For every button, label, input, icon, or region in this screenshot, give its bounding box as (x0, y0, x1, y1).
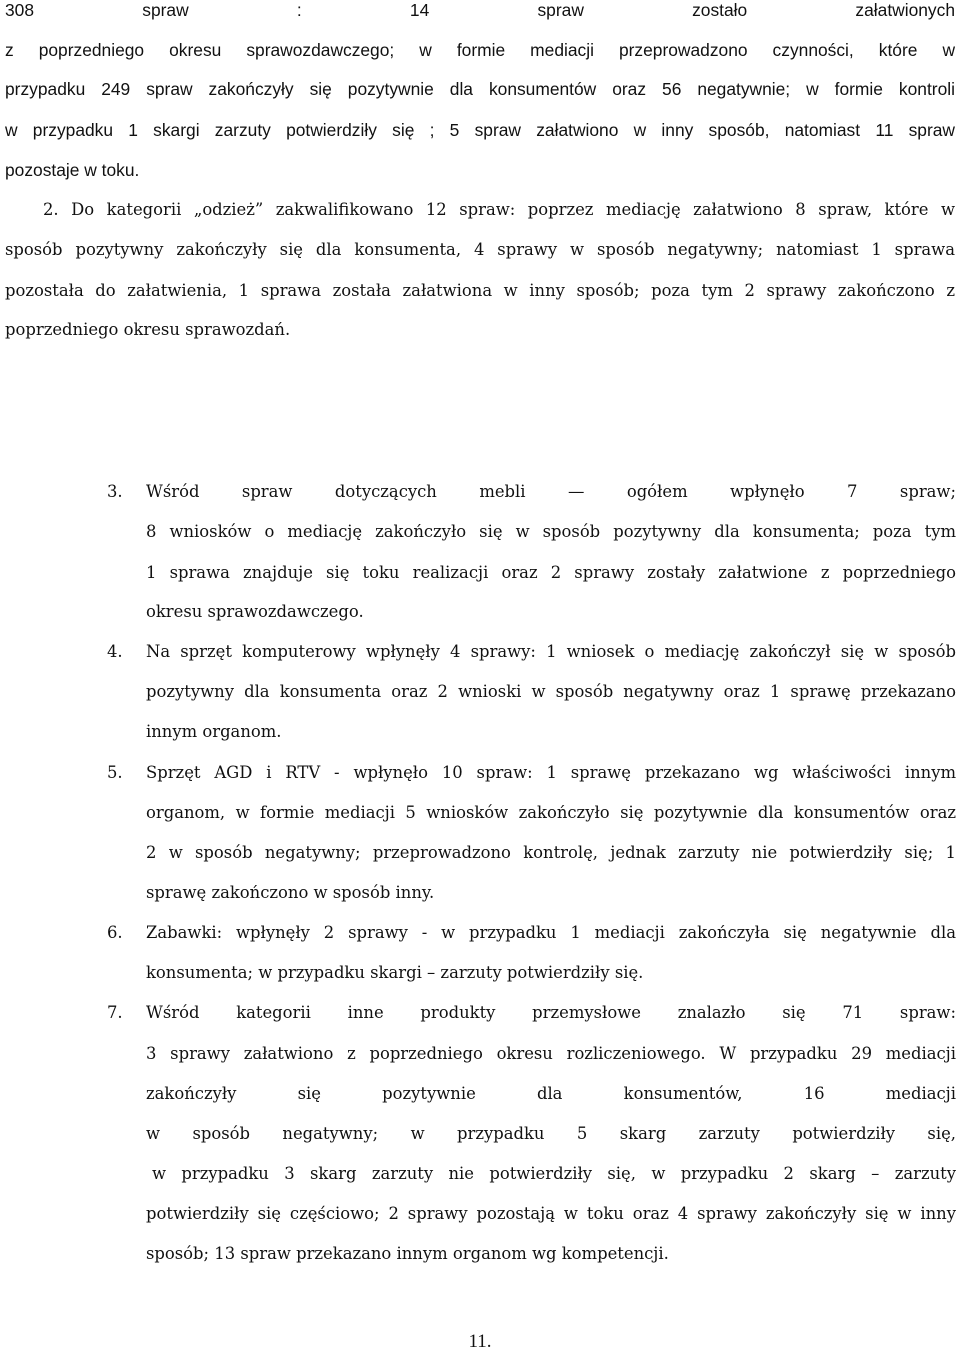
item3-number: 3. (107, 482, 123, 501)
item7-line-6: potwierdziły się częściowo; 2 sprawy pozostają w toku oraz 4 sprawy zakończyły się w inny (146, 1204, 956, 1223)
item7-line-2: 3 sprawy załatwiono z poprzedniego okresu rozliczeniowego. W przypadku 29 mediacji (146, 1044, 956, 1063)
item6-line-2: konsumenta; w przypadku skargi – zarzuty potwierdziły się. (146, 963, 644, 982)
continuation-line-2: z poprzedniego okresu sprawozdawczego; w formie mediacji przeprowadzono czynności, które w (5, 40, 955, 60)
item4-number: 4. (107, 642, 123, 661)
item7-number: 7. (107, 1003, 123, 1022)
item7-line-4: w sposób negatywny; w przypadku 5 skarg zarzuty potwierdziły się, (146, 1124, 956, 1143)
continuation-line-1: 308 spraw : 14 spraw zostało załatwionych (5, 0, 955, 20)
item6-line-1: Zabawki: wpłynęły 2 sprawy - w przypadku 1 mediacji zakończyła się negatywnie dla (146, 923, 956, 942)
item2-line-4: poprzedniego okresu sprawozdań. (5, 320, 291, 339)
page-number: 11. (468, 1331, 492, 1352)
item2-line-1: 2. Do kategorii „odzież” zakwalifikowano 12 spraw: poprzez mediację załatwiono 8 spraw, które w (43, 200, 955, 219)
item5-number: 5. (107, 763, 123, 782)
item4-line-2: pozytywny dla konsumenta oraz 2 wnioski w sposób negatywny oraz 1 sprawę przekazano (146, 682, 956, 701)
item3-line-2: 8 wniosków o mediację zakończyło się w sposób pozytywny dla konsumenta; poza tym (146, 522, 956, 541)
item7-line-7: sposób; 13 spraw przekazano innym organom wg kompetencji. (146, 1244, 669, 1263)
item4-line-3: innym organom. (146, 722, 282, 741)
continuation-line-3: przypadku 249 spraw zakończyły się pozytywnie dla konsumentów oraz 56 negatywnie; w formie kontroli (5, 79, 955, 99)
item5-line-1: Sprzęt AGD i RTV - wpłynęło 10 spraw: 1 sprawę przekazano wg właściwości innym (146, 763, 956, 782)
item3-line-1: Wśród spraw dotyczących mebli — ogółem wpłynęło 7 spraw; (146, 482, 956, 501)
continuation-line-5: pozostaje w toku. (5, 160, 140, 180)
item5-line-2: organom, w formie mediacji 5 wniosków zakończyło się pozytywnie dla konsumentów oraz (146, 803, 956, 822)
item5-line-4: sprawę zakończono w sposób inny. (146, 883, 435, 902)
continuation-line-4: w przypadku 1 skargi zarzuty potwierdziły się ; 5 spraw załatwiono w inny sposób, natomiast 11 spraw (5, 120, 955, 140)
item7-line-1: Wśród kategorii inne produkty przemysłowe znalazło się 71 spraw: (146, 1003, 956, 1022)
item4-line-1: Na sprzęt komputerowy wpłynęły 4 sprawy: 1 wniosek o mediację zakończył się w sposób (146, 642, 956, 661)
item7-line-5: w przypadku 3 skarg zarzuty nie potwierdziły się, w przypadku 2 skarg – zarzuty (152, 1164, 956, 1183)
item5-line-3: 2 w sposób negatywny; przeprowadzono kontrolę, jednak zarzuty nie potwierdziły się; 1 (146, 843, 956, 862)
item2-line-2: sposób pozytywny zakończyły się dla konsumenta, 4 sprawy w sposób negatywny; natomiast 1 sprawa (5, 240, 955, 259)
item6-number: 6. (107, 923, 123, 942)
item7-line-3: zakończyły się pozytywnie dla konsumentów, 16 mediacji (146, 1084, 956, 1103)
item3-line-4: okresu sprawozdawczego. (146, 602, 364, 621)
item3-line-3: 1 sprawa znajduje się toku realizacji oraz 2 sprawy zostały załatwione z poprzedniego (146, 563, 956, 582)
item2-line-3: pozostała do załatwienia, 1 sprawa została załatwiona w inny sposób; poza tym 2 sprawy zakończono z (5, 281, 955, 300)
